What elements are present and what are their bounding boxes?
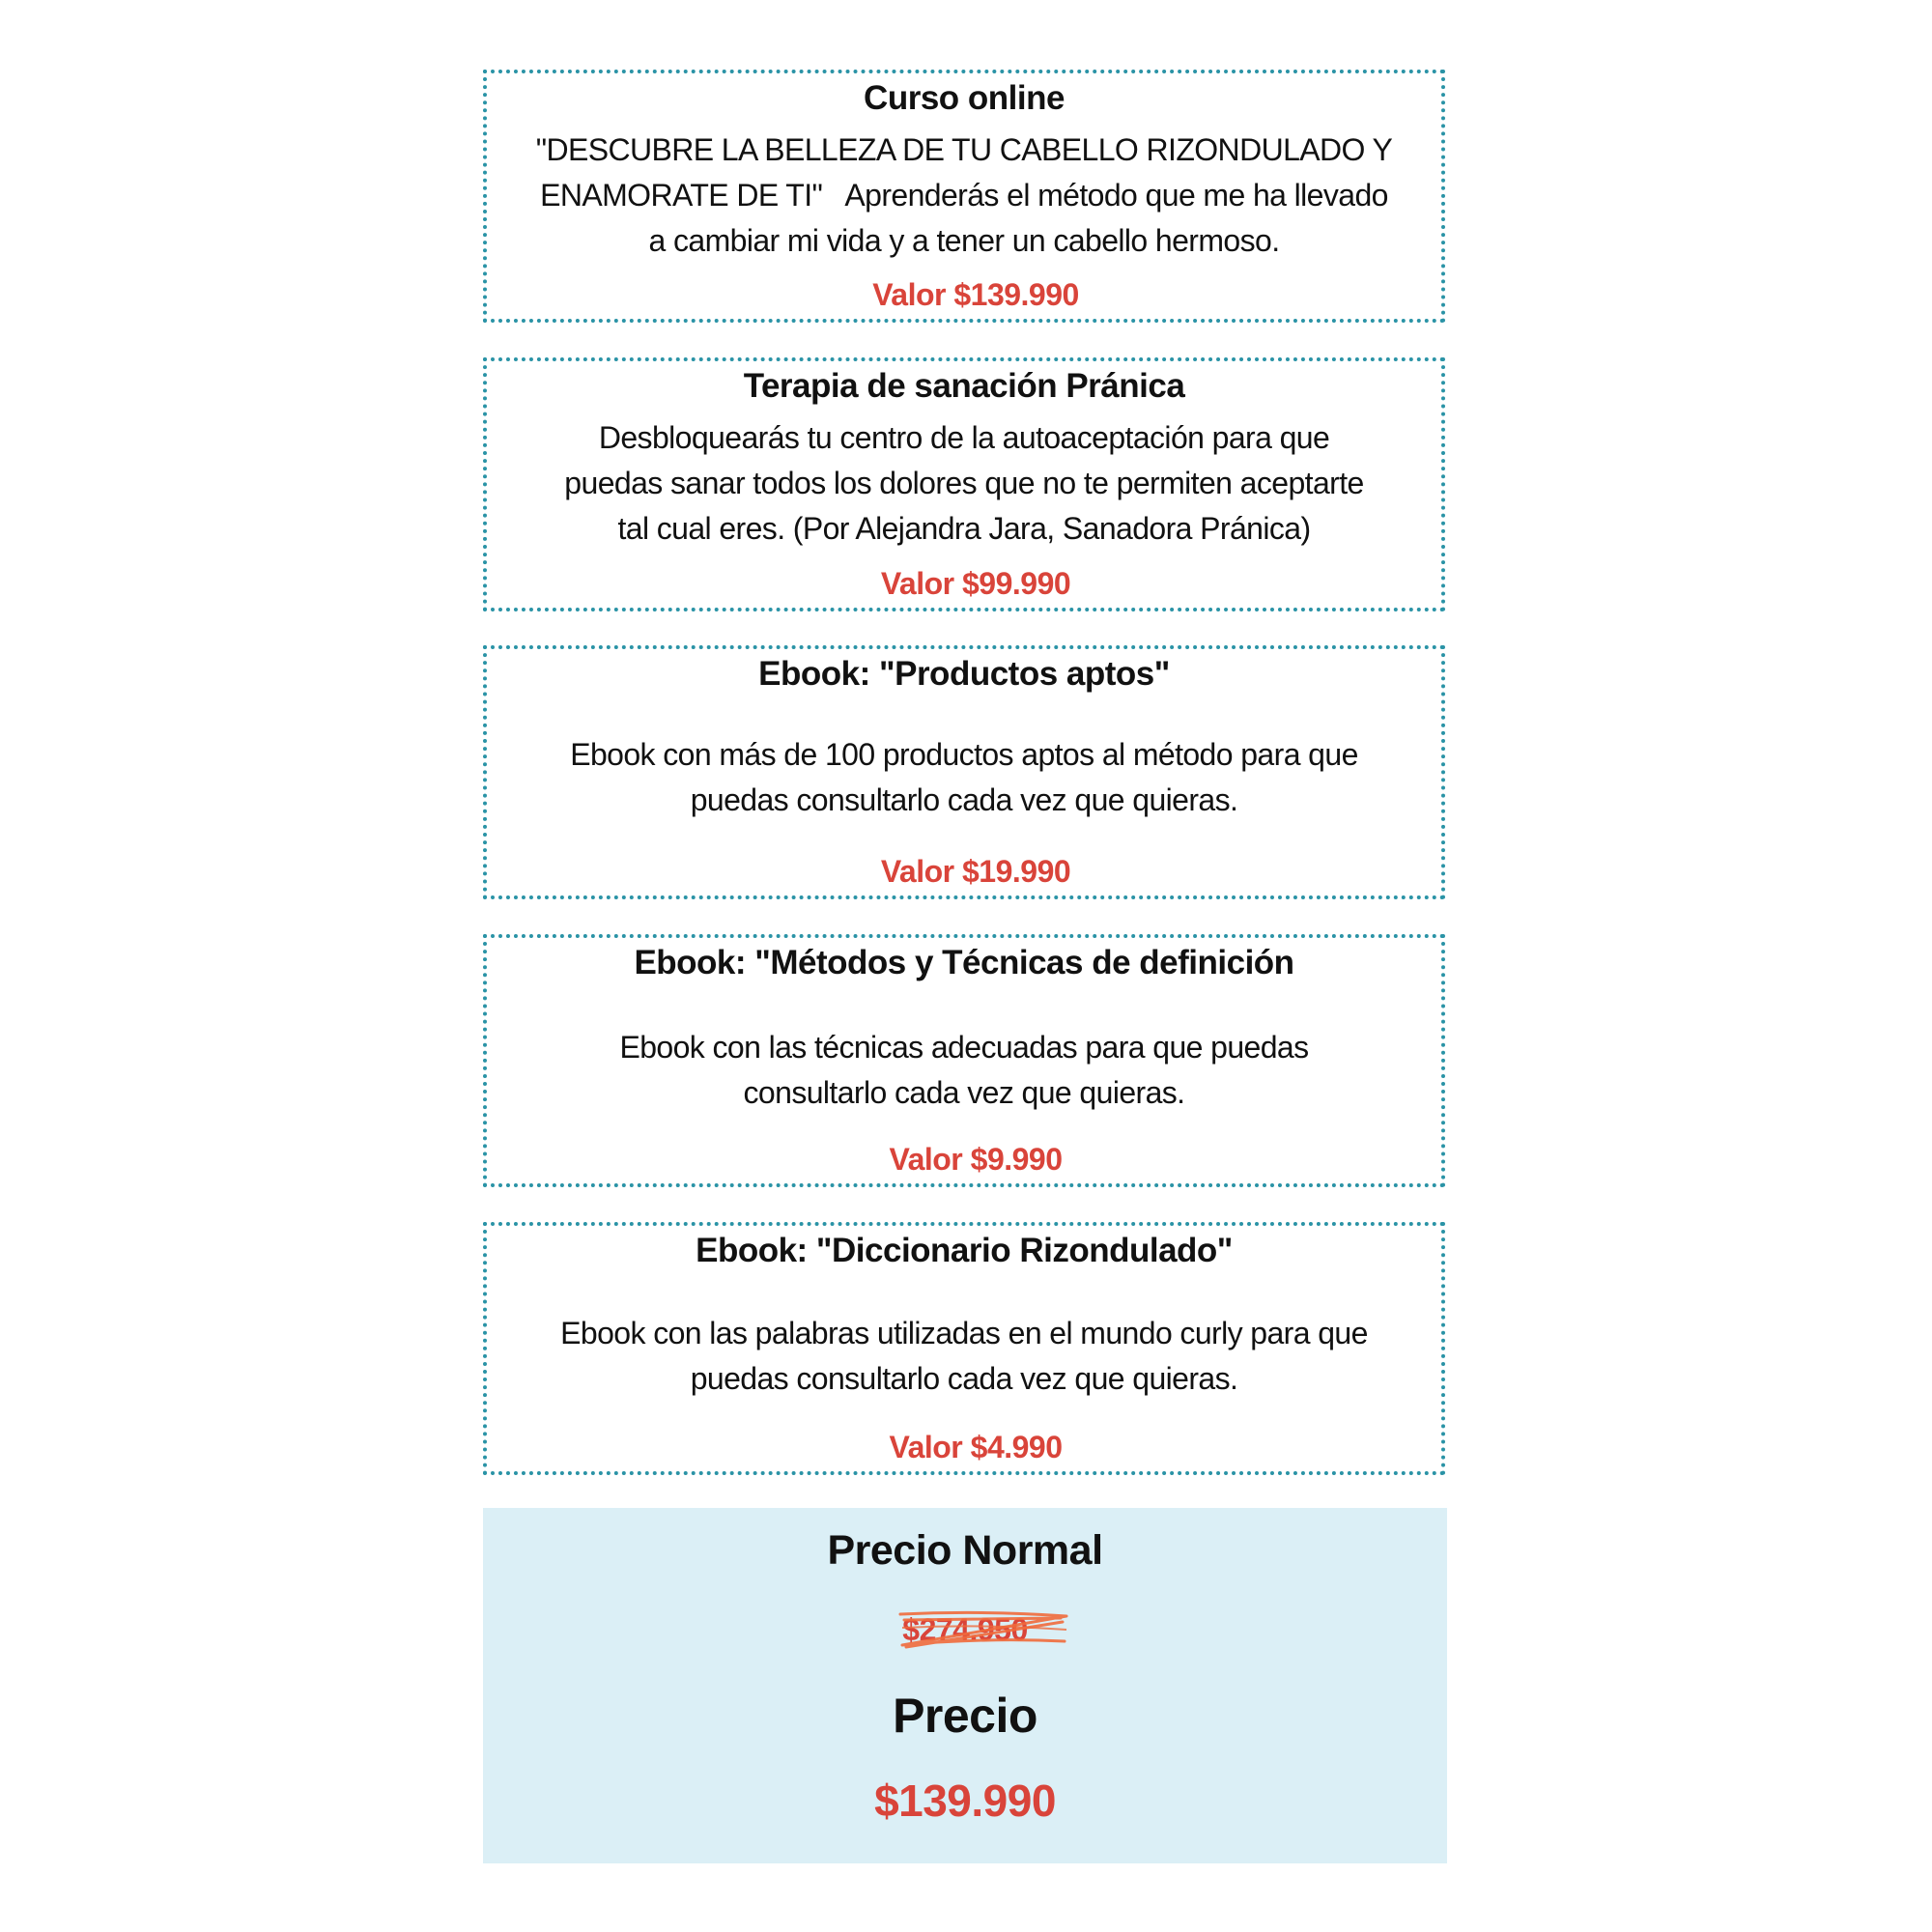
item-price: Valor $19.990 xyxy=(880,854,1071,889)
offer-item-ebook-productos xyxy=(483,645,1445,899)
description-line: "DESCUBRE LA BELLEZA DE TU CABELLO RIZONDULADO Y xyxy=(535,132,1393,167)
final-price: $139.990 xyxy=(874,1776,1056,1826)
description-line: ENAMORATE DE TI" Aprenderás el método que me ha llevado xyxy=(540,178,1388,213)
item-title: Terapia de sanación Pránica xyxy=(743,367,1185,405)
item-title: Ebook: "Métodos y Técnicas de definición xyxy=(634,944,1294,981)
normal-price-label: Precio Normal xyxy=(827,1527,1103,1574)
item-description xyxy=(497,732,1432,823)
price-label: Precio xyxy=(893,1689,1037,1743)
item-description xyxy=(497,415,1432,552)
normal-price-struck xyxy=(902,1612,1027,1648)
description-line: Ebook con las técnicas adecuadas para que puedas xyxy=(619,1030,1309,1065)
item-price: Valor $99.990 xyxy=(880,566,1071,601)
description-line: puedas consultarlo cada vez que quieras. xyxy=(690,782,1238,817)
item-title: Ebook: "Diccionario Rizondulado" xyxy=(696,1232,1233,1269)
description-line: Desbloquearás tu centro de la autoaceptación para que xyxy=(598,420,1330,455)
normal-price-row xyxy=(483,1612,1447,1661)
item-title: Ebook: "Productos aptos" xyxy=(758,655,1170,693)
item-price: Valor $9.990 xyxy=(889,1142,1063,1177)
description-line: puedas consultarlo cada vez que quieras. xyxy=(690,1361,1238,1396)
description-line: tal cual eres. (Por Alejandra Jara, Sanadora Pránica) xyxy=(617,511,1311,546)
item-price: Valor $139.990 xyxy=(872,277,1079,312)
item-title: Curso online xyxy=(864,79,1065,117)
description-line: a cambiar mi vida y a tener un cabello hermoso. xyxy=(648,223,1280,258)
price-summary-panel xyxy=(483,1508,1447,1863)
description-line: consultarlo cada vez que quieras. xyxy=(743,1075,1185,1110)
offer-item-ebook-diccionario xyxy=(483,1222,1445,1475)
item-description xyxy=(497,1311,1432,1402)
item-description xyxy=(497,128,1432,264)
description-line: Ebook con más de 100 productos aptos al método para que xyxy=(570,737,1358,772)
offer-item-terapia xyxy=(483,357,1445,611)
item-price: Valor $4.990 xyxy=(889,1430,1063,1464)
normal-price-value: $274.950 xyxy=(902,1612,1028,1647)
description-line: Ebook con las palabras utilizadas en el mundo curly para que xyxy=(560,1316,1368,1350)
offer-item-ebook-metodos xyxy=(483,934,1445,1187)
offer-item-curso-online xyxy=(483,70,1445,323)
item-description xyxy=(497,1025,1432,1116)
description-line: puedas sanar todos los dolores que no te permiten aceptarte xyxy=(564,466,1364,500)
